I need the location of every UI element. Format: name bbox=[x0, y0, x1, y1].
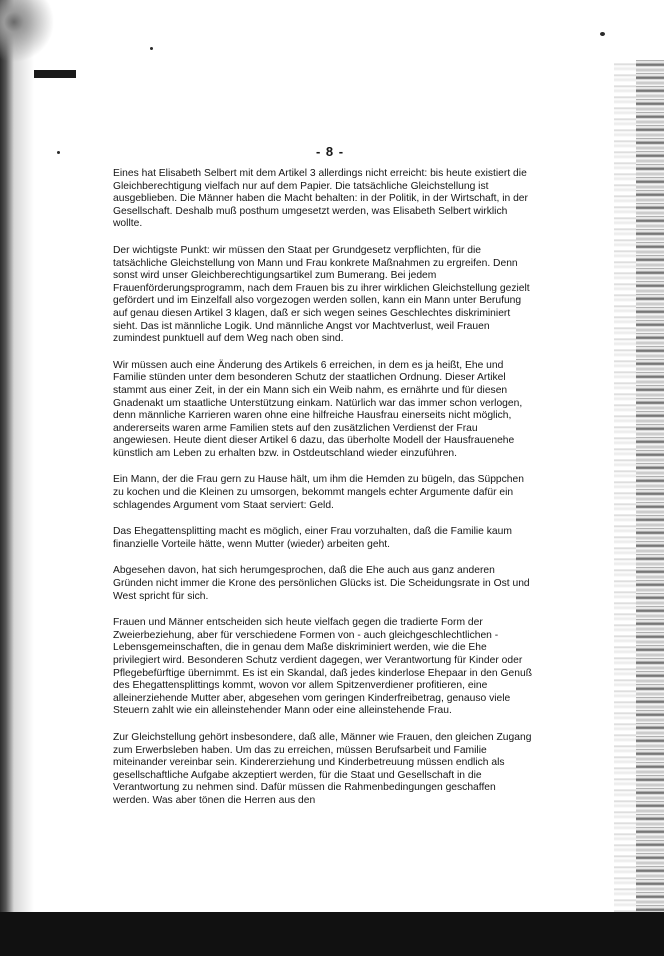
paragraph: Zur Gleichstellung gehört insbesondere, daß alle, Männer wie Frauen, den gleichen Zugang zum Erwerbsleben haben. Um das zu erreichen, müssen Berufsarbeit und Familie miteinander vereinbar sein. Kindererziehung und Kinderbetreuung müssen endlich als gesellschaftliche Aufgabe akzeptiert werden, für die Staat und Gesellschaft in die Verantwortung zu nehmen sind. Dafür müssen die Rahmenbedingungen geschaffen werden. Was aber tönen die Herren aus den bbox=[113, 731, 532, 806]
scan-speck bbox=[150, 47, 153, 50]
page-number: - 8 - bbox=[315, 144, 345, 159]
scan-smudge bbox=[0, 0, 60, 62]
scan-border-bottom bbox=[0, 912, 664, 956]
scan-border-left bbox=[0, 0, 34, 956]
scan-speck bbox=[600, 32, 605, 36]
paragraph: Eines hat Elisabeth Selbert mit dem Artikel 3 allerdings nicht erreicht: bis heute existiert die Gleichberechtigung vielfach nur auf dem Papier. Die tatsächliche Gleichstellung ist ausgeblieben. Die Männer haben die Macht behalten: in der Politik, in der Wirtschaft, in der Gesellschaft. Deshalb muß posthum umgesetzt werden, was Elisabeth Selbert wirklich wollte. bbox=[113, 168, 528, 230]
paragraph: Das Ehegattensplitting macht es möglich, einer Frau vorzuhalten, daß die Familie kaum finanzielle Vorteile hätte, wenn Mutter (wieder) arbeiten geht. bbox=[113, 526, 512, 550]
scan-mark bbox=[34, 70, 76, 78]
document-body bbox=[113, 168, 533, 822]
paragraph: Ein Mann, der die Frau gern zu Hause hält, um ihm die Hemden zu bügeln, das Süppchen zu kochen und die Kleinen zu umsorgen, bekommt mangels echter Argumente dafür ein schlagendes Argument vom Staat serviert: Geld. bbox=[113, 474, 524, 511]
paragraph: Der wichtigste Punkt: wir müssen den Staat per Grundgesetz verpflichten, für die tatsächliche Gleichstellung von Mann und Frau konkrete Maßnahmen zu ergreifen. Denn sonst wird unser Gleichberechtigungsartikel zum Bumerang. Bei jedem Frauenförderungsprogramm, nach dem Frauen bis zu ihrer wirklichen Gleichstellung gezielt gefördert und im Einzelfall also vorgezogen werden sollen, kann ein Mann unter Berufung auf genau diesen Artikel 3 klagen, daß er sich wegen seines Geschlechtes diskriminiert sieht. Das ist männliche Logik. Und männliche Angst vor Machtverlust, weil Frauen zumindest punktuell auf dem Weg nach oben sind. bbox=[113, 244, 530, 345]
paragraph: Wir müssen auch eine Änderung des Artikels 6 erreichen, in dem es ja heißt, Ehe und Familie stünden unter dem besonderen Schutz der staatlichen Ordnung. Dieser Artikel stammt aus einer Zeit, in der ein Mann sich ein Weib nahm, es ernährte und für diesen Gnadenakt um staatliche Unterstützung einkam. Natürlich war das immer schon verlogen, denn männliche Karrieren waren ohne eine hilfreiche Hausfrau einerseits nicht möglich, andererseits waren arme Familien stets auf den zusätzlichen Verdienst der Frau angewiesen. Heute dient dieser Artikel 6 dazu, das überholte Modell der Hausfrauenehe künstlich am Leben zu erhalten bzw. in Ostdeutschland wieder einzuführen. bbox=[113, 359, 523, 459]
scan-speck bbox=[57, 151, 60, 154]
paragraph: Abgesehen davon, hat sich herumgesprochen, daß die Ehe auch aus ganz anderen Gründen nicht immer die Krone des persönlichen Glücks ist. Die Scheidungsrate in Ost und West spricht für sich. bbox=[113, 565, 530, 602]
paragraph: Frauen und Männer entscheiden sich heute vielfach gegen die tradierte Form der Zweierbeziehung, aber für verschiedene Formen von - auch gleichgeschlechtlichen - Lebensgemeinschaften, die in genau dem Maße diskriminiert werden, wie die Ehe privilegiert wird. Besonderen Schutz verdient dagegen, wer Verantwortung für Kinder oder Pflegebefürftige übernimmt. Es ist ein Skandal, daß jedes kinderlose Ehepaar in den Genuß des Ehegattensplittings kommt, wovon vor allem Spitzenverdiener profitieren, eine alleinerziehende Mutter aber, abgesehen vom geringen Kinderfreibetrag, genauso viele Steuern zahlt wie ein alleinstehender Mann oder eine alleinstehende Frau. bbox=[113, 617, 532, 717]
scan-border-right bbox=[614, 60, 664, 920]
